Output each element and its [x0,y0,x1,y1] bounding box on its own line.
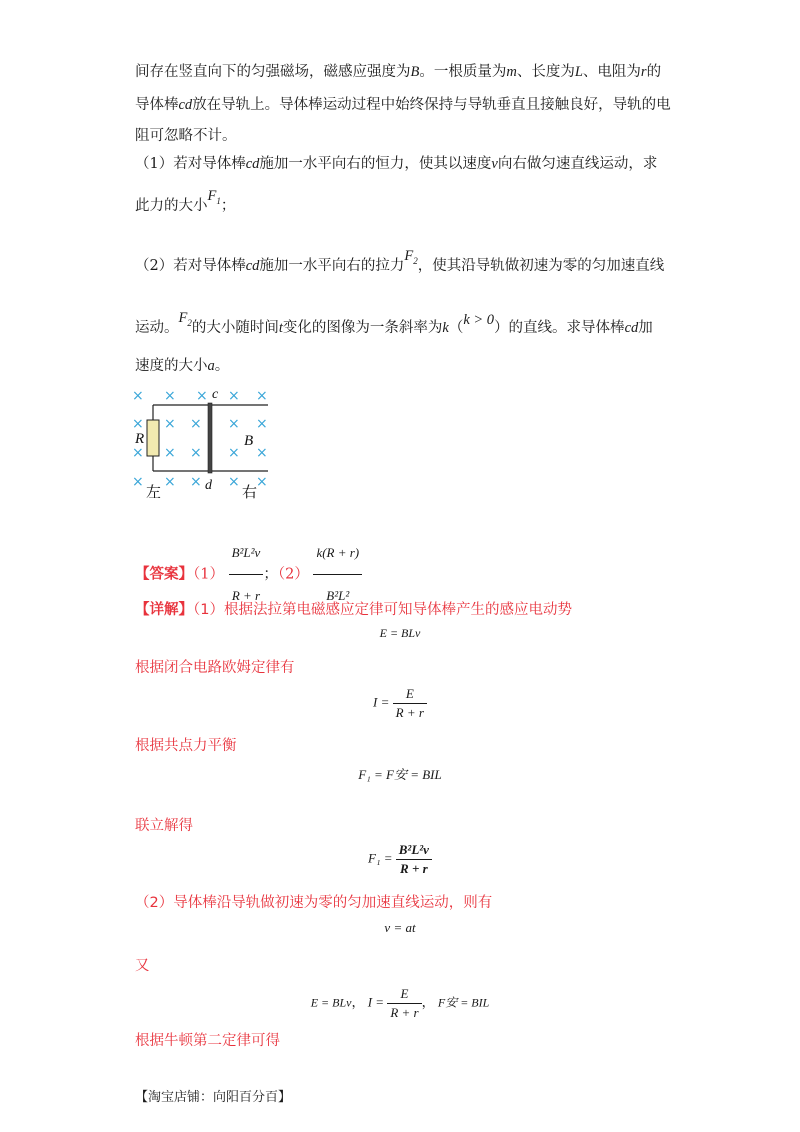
var-F: F [207,188,217,204]
var-v: v [491,156,498,172]
solution-line-6: 又 [135,958,150,974]
denominator: R + r [231,588,261,603]
cross-mark: × [132,474,144,490]
solution-line-1 [135,600,572,620]
equation-result-1 [0,842,800,877]
text: 施加一水平向右的拉力 [259,258,405,274]
text: 加 [638,320,653,336]
cross-mark: × [132,388,144,404]
text: 放在导轨上。导体棒运动过程中始终保持与导轨垂直且接触良好，导轨的电 [192,97,671,113]
equation-balance: F₁ = F安 = BIL [358,767,442,782]
var-F: F [404,248,414,264]
solution-line-7: 根据牛顿第二定律可得 [135,1033,280,1049]
comma: ， [351,994,365,1010]
text: 、长度为 [516,64,575,80]
answer-part-1-label: （1） [193,566,224,583]
equation-kinematics: v = at [384,920,416,935]
var-m: m [506,64,517,80]
cross-mark: × [256,416,268,432]
cross-mark: × [228,445,240,461]
equation-fraction [396,842,432,877]
conductor-rod-cd [208,403,212,473]
text: 间存在竖直向下的匀强磁场，磁感应强度为 [135,64,411,80]
question-2-line-2 [135,310,653,343]
numerator: k(R + r) [313,533,362,575]
numerator: E [393,686,427,704]
question-1-line-2 [135,188,236,221]
label-right: 右 [242,483,258,501]
text: 速度的大小 [135,358,208,374]
equation-combined [0,986,800,1021]
resistor [147,420,159,456]
text: 、电阻为 [582,64,641,80]
equation-fraction [393,686,427,721]
denominator: R + r [395,705,424,720]
cross-mark: × [256,445,268,461]
cross-mark: × [190,445,202,461]
text: 。 [214,358,230,374]
equation-lhs: I = [373,694,390,710]
solution-line-2: 根据闭合电路欧姆定律有 [135,660,295,676]
var-a: a [207,358,215,374]
text: （1）若对导体棒 [135,156,246,172]
solution-tag: 【详解】 [135,602,193,618]
cross-mark: × [132,416,144,432]
text: 的 [646,64,662,80]
text: 变化的图像为一条斜率为 [282,320,443,336]
label-d: d [205,478,212,493]
answer-tag: 【答案】 [135,566,193,583]
text: 向右做匀速直线运动，求 [497,156,658,172]
cross-mark: × [256,388,268,404]
cross-mark: × [164,445,176,461]
text: （ [448,320,464,336]
equation-emf: E = BLv [379,626,421,640]
comma: ， [421,994,435,1010]
cross-mark: × [190,474,202,490]
condition: k > 0 [463,312,495,328]
problem-line-2 [135,95,671,115]
text: 运动。 [135,320,179,336]
var-t: t [278,320,283,336]
cross-mark: × [132,445,144,461]
cross-mark: × [164,474,176,490]
cross-mark: × [164,416,176,432]
text: 施加一水平向右的恒力，使其以速度 [259,156,492,172]
equation-fraction [387,986,421,1021]
var-cd: cd [245,258,260,274]
var-L: L [574,64,583,80]
circuit-diagram [130,383,275,503]
subscript: 2 [187,317,192,328]
equation-lhs: F₁ = [368,850,393,866]
var-cd: cd [245,156,260,172]
cross-mark: × [228,474,240,490]
text: （2）若对导体棒 [135,258,246,274]
solution-line-5: （2）导体棒沿导轨做初速为零的匀加速直线运动，则有 [135,895,493,911]
text: 。一根质量为 [419,64,507,80]
problem-line-1 [135,62,661,82]
numerator: E [387,986,421,1004]
equation-ampere-force: F安 = BIL [437,995,490,1010]
var-cd: cd [178,97,193,113]
label-left: 左 [146,483,162,501]
question-2-line-3 [135,356,229,376]
numerator: B²L²v [396,842,432,860]
footer-shop: 【淘宝店铺：向阳百分百】 [135,1090,292,1105]
denominator: B²L² [326,588,350,603]
cross-mark: × [164,388,176,404]
equation-emf: E = BLv [310,995,352,1010]
text: （1）根据法拉第电磁感应定律可知导体棒产生的感应电动势 [193,602,572,618]
var-k: k [442,320,449,336]
text: ，使其沿导轨做初速为零的匀加速直线 [417,258,665,274]
equation-ohm [0,686,800,721]
label-B: B [244,433,254,449]
solution-line-3: 根据共点力平衡 [135,738,237,754]
label-c: c [212,387,219,402]
cross-mark: × [228,416,240,432]
subscript: 2 [413,255,418,266]
question-1-line [135,154,657,174]
text: ； [220,198,236,214]
solution-line-4: 联立解得 [135,818,193,834]
question-2-line [135,248,665,281]
text: 此力的大小 [135,198,208,214]
answer-part-2-label: （2） [277,566,309,583]
cross-mark: × [228,388,240,404]
problem-line-3: 阻可忽略不计。 [135,128,237,144]
cross-mark: × [196,388,208,404]
numerator: B²L²v [229,533,264,575]
text: 的大小随时间 [191,320,279,336]
var-F: F [178,310,188,326]
separator: ； [263,566,278,583]
var-r: r [640,64,647,80]
var-B: B [410,64,420,80]
subscript: 1 [216,195,221,206]
cross-mark: × [190,416,202,432]
denominator: R + r [390,1005,419,1020]
text: 导体棒 [135,97,179,113]
label-R: R [135,431,145,447]
equation-lhs: I = [367,994,385,1010]
text: ）的直线。求导体棒 [494,320,625,336]
var-cd: cd [624,320,639,336]
cross-mark: × [256,474,268,490]
denominator: R + r [400,861,428,876]
